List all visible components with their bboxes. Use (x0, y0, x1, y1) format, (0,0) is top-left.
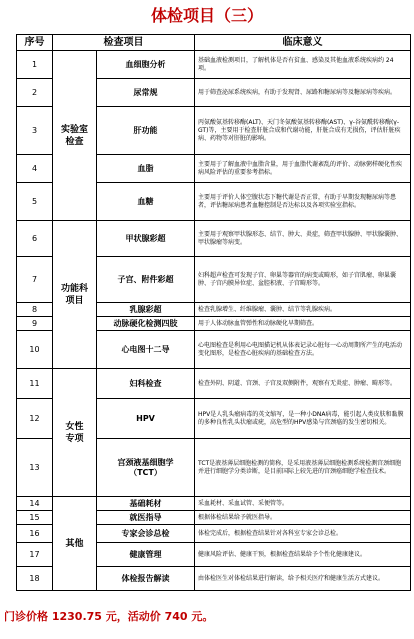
row-no: 13 (17, 439, 53, 497)
row-no: 17 (17, 543, 53, 567)
row-item: HPV (97, 399, 195, 439)
row-desc: 健康风险评估、健康干预，根据检查结果给予个性化健康建议。 (195, 543, 411, 567)
row-no: 2 (17, 79, 53, 107)
row-desc: 根据体检结果给予就医指导。 (195, 511, 411, 525)
row-no: 10 (17, 331, 53, 369)
row-item: 专家会诊总检 (97, 525, 195, 543)
row-item: 宫颈液基细胞学 （TCT） (97, 439, 195, 497)
row-desc: 采血耗材、采血试管、采便管等。 (195, 497, 411, 511)
table-row (17, 369, 411, 399)
table-row (17, 221, 411, 257)
row-no: 3 (17, 107, 53, 155)
row-item: 甲状腺彩超 (97, 221, 195, 257)
row-item: 血脂 (97, 155, 195, 183)
row-no: 8 (17, 303, 53, 317)
category-lab: 实验室 检查 (53, 51, 97, 221)
row-desc: 基础血液检测项目，了解机体是否有贫血、感染及其他血液系统疾病约 24 项。 (195, 51, 411, 79)
row-desc: 体检完成后，根据检查结果针对各科室专家会诊总检。 (195, 525, 411, 543)
row-no: 9 (17, 317, 53, 331)
row-no: 18 (17, 567, 53, 591)
row-desc: 主要用于评价人体空腹状态下糖代谢是否正常，有助于早期发现糖尿病等患者，评估糖尿病患者血糖控制是否达标以及各项实验室指标。 (195, 183, 411, 221)
category-other: 其他 (53, 497, 97, 591)
row-item: 基础耗材 (97, 497, 195, 511)
category-female: 女性 专项 (53, 369, 97, 497)
row-item: 动脉硬化检测四肢 (97, 317, 195, 331)
header-meaning: 临床意义 (195, 35, 411, 51)
row-no: 6 (17, 221, 53, 257)
row-item: 体检报告解读 (97, 567, 195, 591)
checkup-table (16, 34, 411, 591)
row-no: 12 (17, 399, 53, 439)
row-no: 15 (17, 511, 53, 525)
row-item: 血细胞分析 (97, 51, 195, 79)
table-row (17, 497, 411, 511)
row-desc: 丙氨酸氨基转移酶(ALT)、天门冬氨酸氨基转移酶(AST)、γ-谷氨酰转移酶(γ-GT)等，主要用于检查肝脏合成和代谢功能，肝脏合成有无损伤，评估肝脏疾病、药物等对肝脏的影响。 (195, 107, 411, 155)
row-desc: 由体检医生对体检结果进行解读，给予相关医疗和健康生活方式建议。 (195, 567, 411, 591)
row-item: 尿常规 (97, 79, 195, 107)
row-desc: 主要用于观察甲状腺形态、结节、肿大、炎症，筛查甲状腺肿、甲状腺囊肿、甲状腺瘤等病变。 (195, 221, 411, 257)
row-no: 14 (17, 497, 53, 511)
row-item: 乳腺彩超 (97, 303, 195, 317)
row-item: 肝功能 (97, 107, 195, 155)
row-desc: 心电图检查是利用心电图描记机从体表记录心脏每一心动周期所产生的电活动变化图形，是检查心脏疾病的基础检查方法。 (195, 331, 411, 369)
price-footer: 门诊价格 1230.75 元，活动价 740 元。 (4, 610, 214, 623)
header-no: 序号 (17, 35, 53, 51)
row-no: 1 (17, 51, 53, 79)
category-internal: 功能科 项目 (53, 221, 97, 369)
row-desc: HPV是人乳头瘤病毒的英文缩写，是一种小DNA病毒，能引起人类皮肤和黏膜的多种良性乳头状瘤或疣，高危型的HPV感染与宫颈癌的发生密切相关。 (195, 399, 411, 439)
row-desc: 用于筛查泌尿系统疾病，有助于发现肾、尿路和糖尿病等及糖尿病等疾病。 (195, 79, 411, 107)
row-item: 健康管理 (97, 543, 195, 567)
row-desc: 用于人体动脉血管弹性和动脉硬化早期筛查。 (195, 317, 411, 331)
row-desc: 检查乳腺增生、纤维腺瘤、囊肿、结节等乳腺疾病。 (195, 303, 411, 317)
row-no: 7 (17, 257, 53, 303)
row-no: 16 (17, 525, 53, 543)
row-no: 4 (17, 155, 53, 183)
page-title: 体检项目（三） (150, 6, 263, 25)
row-desc: 妇科超声检查可发现子宫、卵巢等器官的病变或畸形，如子宫肌瘤、卵巢囊肿、子宫内膜异位症、盆腔积液、子宫畸形等。 (195, 257, 411, 303)
row-item: 子宫、附件彩超 (97, 257, 195, 303)
row-item: 就医指导 (97, 511, 195, 525)
row-desc: TCT是液基薄层细胞检测的简称，是采用液基薄层细胞检测系统检测宫颈细胞并进行细胞学分类诊断，是目前国际上较先进的宫颈癌细胞学检查技术。 (195, 439, 411, 497)
row-desc: 主要用于了解血液中血脂含量，用于血脂代谢紊乱的评价、动脉粥样硬化性疾病风险评估的重要参考指标。 (195, 155, 411, 183)
row-no: 11 (17, 369, 53, 399)
header-item: 检查项目 (53, 35, 195, 51)
row-desc: 检查外阴、阴道、宫颈、子宫及双侧附件，观察有无炎症、肿瘤、畸形等。 (195, 369, 411, 399)
table-row (17, 51, 411, 79)
row-item: 妇科检查 (97, 369, 195, 399)
row-item: 心电图十二导 (97, 331, 195, 369)
table-header (17, 35, 411, 51)
row-item: 血糖 (97, 183, 195, 221)
row-no: 5 (17, 183, 53, 221)
